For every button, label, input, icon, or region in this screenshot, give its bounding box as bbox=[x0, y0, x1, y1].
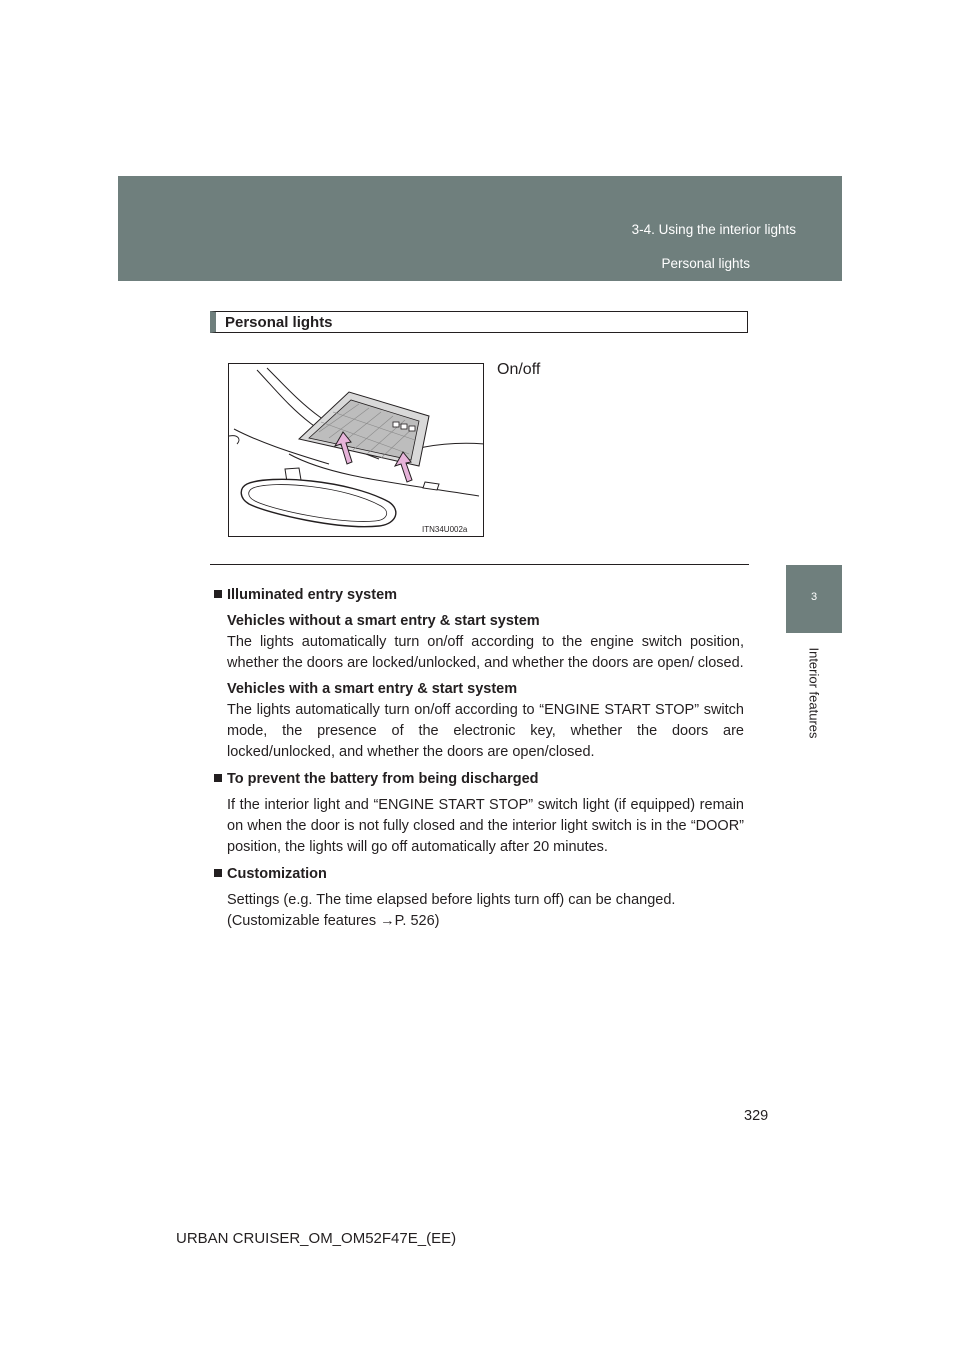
notes-content bbox=[214, 585, 744, 932]
note-text: If the interior light and “ENGINE START STOP” switch light (if equipped) remain on when the door is not fully closed and the interior light switch is in the “DOOR” position, the lights will go off automatically after 20 minutes. bbox=[227, 797, 744, 855]
note-heading: To prevent the battery from being discharged bbox=[214, 769, 744, 790]
chapter-label bbox=[786, 633, 842, 753]
square-bullet-icon bbox=[214, 590, 222, 598]
figure-code: ITN34U002a bbox=[422, 525, 468, 534]
overhead-console-illustration bbox=[229, 364, 484, 537]
note-block bbox=[214, 864, 744, 932]
note-text: The lights automatically turn on/off according to “ENGINE START STOP” switch mode, the presence of the electronic key, whether the doors are locked/unlocked, and whether the doors are open/closed. bbox=[227, 702, 744, 760]
document-id: URBAN CRUISER_OM_OM52F47E_(EE) bbox=[176, 1230, 457, 1247]
divider bbox=[210, 564, 749, 565]
square-bullet-icon bbox=[214, 869, 222, 877]
page-number: 329 bbox=[744, 1108, 769, 1124]
note-text: Settings (e.g. The time elapsed before lights turn off) can be changed. bbox=[227, 892, 676, 908]
chapter-label-text: Interior features bbox=[806, 647, 822, 739]
note-subheading: Vehicles without a smart entry & start system bbox=[227, 613, 540, 629]
chapter-number: 3 bbox=[810, 591, 818, 603]
note-heading: Illuminated entry system bbox=[214, 585, 744, 606]
note-block bbox=[214, 769, 744, 858]
note-paragraph bbox=[227, 890, 744, 932]
note-paragraph bbox=[227, 611, 744, 674]
note-text: The lights automatically turn on/off according to the engine switch position, whether the doors are locked/unlocked, and whether the doors are open/ closed. bbox=[227, 634, 744, 671]
note-block bbox=[214, 585, 744, 763]
cross-reference-link[interactable]: (Customizable features →P. 526) bbox=[227, 913, 440, 929]
note-heading: Customization bbox=[214, 864, 744, 885]
section-title: Personal lights bbox=[225, 314, 333, 331]
figure-caption: On/off bbox=[497, 361, 541, 378]
header-subsection: Personal lights bbox=[661, 256, 750, 271]
square-bullet-icon bbox=[214, 774, 222, 782]
note-paragraph bbox=[227, 679, 744, 763]
chapter-tab bbox=[786, 565, 842, 633]
note-paragraph bbox=[227, 795, 744, 858]
section-title-box bbox=[210, 311, 748, 333]
page-header bbox=[118, 176, 842, 281]
header-section: 3-4. Using the interior lights bbox=[631, 222, 796, 237]
personal-lights-figure bbox=[228, 363, 484, 537]
note-subheading: Vehicles with a smart entry & start system bbox=[227, 681, 518, 697]
